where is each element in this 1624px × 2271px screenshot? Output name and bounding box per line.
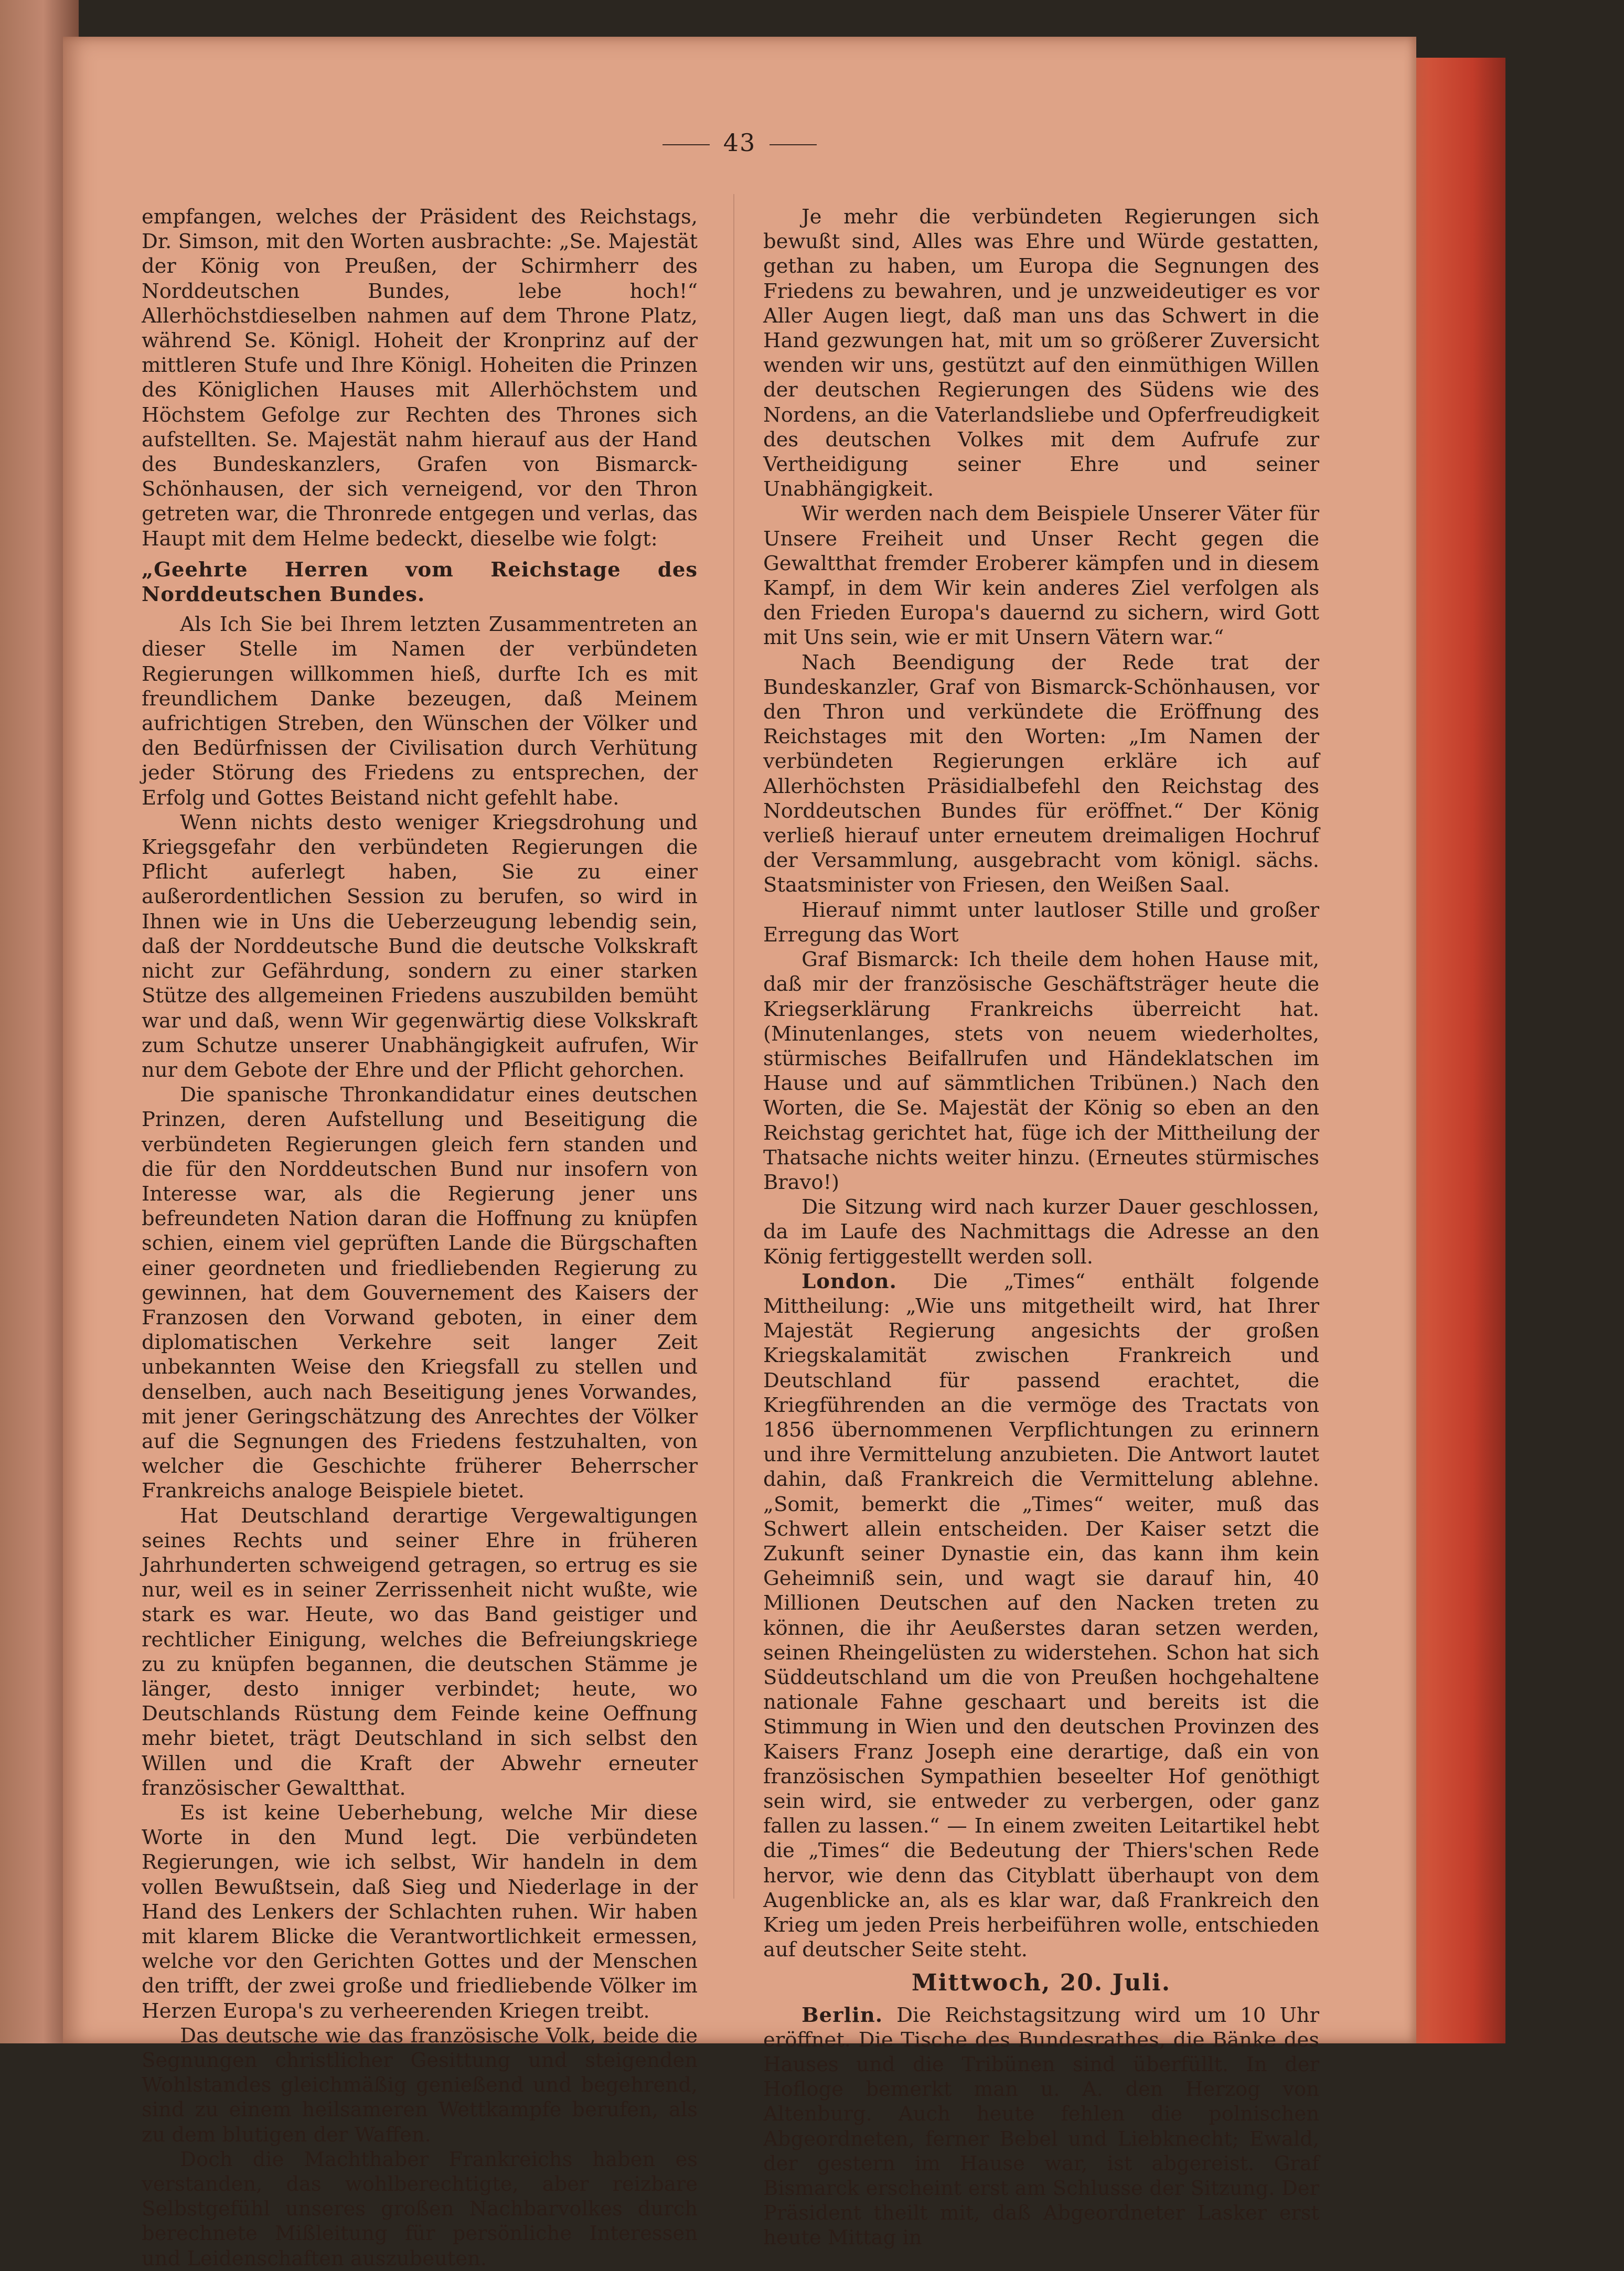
paragraph: Als Ich Sie bei Ihrem letzten Zusammentreten an dieser Stelle im Namen der verbündeten Regierungen willkommen hieß, durfte Ich es mit freundlichem Danke bezeugen, daß Meinem aufrichtigen Streben, den Wünschen der Völker und den Bedürfnissen der Civilisation durch Verhütung jeder Störung des Friedens zu entsprechen, der Erfolg und Gottes Beistand nicht gefehlt habe. xyxy=(142,613,698,810)
header-rule-right xyxy=(770,144,817,145)
paragraph: Es ist keine Ueberhebung, welche Mir diese Worte in den Mund legt. Die verbündeten Regierungen, wie ich selbst, Wir handeln in dem vollen Bewußtsein, daß Sieg und Niederlage in der Hand des Lenkers der Schlachten ruhen. Wir haben mit klarem Blicke die Verantwortlichkeit ermessen, welche vor den Gerichten Gottes und der Menschen den trifft, der zwei große und friedliebende Völker im Herzen Europa's zu verheerenden Kriegen treibt. xyxy=(142,1801,698,2023)
paragraph: Die spanische Thronkandidatur eines deutschen Prinzen, deren Aufstellung und Beseitigung die verbündeten Regierungen gleich fern standen und die für den Norddeutschen Bund nur insofern von Interesse war, als die Regierung jener uns befreundeten Nation daran die Hoffnung zu knüpfen schien, einem viel geprüften Lande die Bürgschaften einer geordneten und friedliebenden Regierung zu gewinnen, hat dem Gouvernement des Kaisers der Franzosen den Vorwand geboten, in einer dem diplomatischen Verkehre seit langer Zeit unbekannten Weise den Kriegsfall zu stellen und denselben, auch nach Beseitigung jenes Vorwandes, mit jener Geringschätzung des Anrechtes der Völker auf die Segnungen des Friedens festzuhalten, von welcher die Geschichte früherer Beherrscher Frankreichs analoge Beispiele bietet. xyxy=(142,1083,698,1503)
paragraph: Graf Bismarck: Ich theile dem hohen Hause mit, daß mir der französische Geschäftsträger heute die Kriegserklärung Frankreichs überreicht hat. (Minutenlanges, stets von neuem wiederholtes, stürmisches Beifallrufen und Händeklatschen im Hause und auf sämmtlichen Tribünen.) Nach den Worten, die Se. Majestät der König so eben an den Reichstag gerichtet hat, füge ich der Mittheilung der Thatsache nichts weiter hinzu. (Erneutes stürmisches Bravo!) xyxy=(763,948,1319,1194)
page-number-header xyxy=(63,128,1416,157)
page-number: 43 xyxy=(723,128,756,157)
berlin-paragraph xyxy=(763,2003,1319,2251)
london-text: Die „Times“ enthält folgende Mittheilung: „Wie uns mitgetheilt wird, hat Ihrer Majestät Regierung angesichts der großen Kriegskalamität zwischen Frankreich und Deutschland für passend erachtet, die Kriegführenden an die vermöge des Tractats von 1856 übernommenen Verpflichtungen zu erinnern und ihre Vermittelung anzubieten. Die Antwort lautet dahin, daß Frankreich die Vermittelung ablehne. „Somit, bemerkt die „Times“ weiter, muß das Schwert allein entscheiden. Der Kaiser setzt die Zukunft seiner Dynastie ein, das kann ihm kein Geheimniß sein, und wagt sie darauf hin, 40 Millionen Deutschen auf den Nacken treten zu können, die ihr Aeußerstes daran setzen werden, seinen Rheingelüsten zu widerstehen. Schon hat sich Süddeutschland um die von Preußen hochgehaltene nationale Fahne geschaart und bereits ist die Stimmung in Wien und den deutschen Provinzen des Kaisers Franz Joseph eine derartige, daß ein von französischen Sympathien beseelter Hof genöthigt sein wird, sie entweder zu verbergen, oder ganz fallen zu lassen.“ — In einem zweiten Leitartikel hebt die „Times“ die Bedeutung der Thiers'schen Rede hervor, wie denn das Cityblatt überhaupt von dem Augenblicke an, als es klar war, daß Frankreich den Krieg um jeden Preis herbeiführen wolle, entschieden auf deutscher Seite steht. xyxy=(763,1269,1319,1962)
right-column xyxy=(763,205,1319,2250)
paragraph: Hierauf nimmt unter lautloser Stille und großer Erregung das Wort xyxy=(763,898,1319,947)
column-divider xyxy=(733,194,734,1899)
paragraph: Wir werden nach dem Beispiele Unserer Väter für Unsere Freiheit und Unser Recht gegen die Gewaltthat fremder Eroberer kämpfen und in diesem Kampf, in dem Wir kein anderes Ziel verfolgen als den Frieden Europa's dauernd zu sichern, wird Gott mit Uns sein, wie er mit Unsern Vätern war.“ xyxy=(763,502,1319,650)
london-paragraph xyxy=(763,1269,1319,1963)
paragraph: Doch die Machthaber Frankreichs haben es verstanden, das wohlberechtigte, aber reizbare Selbstgefühl unseres großen Nachbarvolkes durch berechnete Mißleitung für persönliche Interessen und Leidenschaften auszubeuten. xyxy=(142,2147,698,2270)
paragraph: Das deutsche wie das französische Volk, beide die Segnungen christlicher Gesittung und steigenden Wohlstandes gleichmäßig genießend und begehrend, sind zu einem heilsameren Wettkampfe berufen, als zu dem blutigen der Waffen. xyxy=(142,2023,698,2147)
paragraph: Je mehr die verbündeten Regierungen sich bewußt sind, Alles was Ehre und Würde gestatten, gethan zu haben, um Europa die Segnungen des Friedens zu bewahren, und je unzweideutiger es vor Aller Augen liegt, daß man uns das Schwert in die Hand gezwungen hat, mit um so größerer Zuversicht wenden wir uns, gestützt auf den einmüthigen Willen der deutschen Regierungen des Südens wie des Nordens, an die Vaterlandsliebe und Opferfreudigkeit des deutschen Volkes mit dem Aufrufe zur Vertheidigung seiner Ehre und seiner Unabhängigkeit. xyxy=(763,205,1319,501)
berlin-text: Die Reichstagsitzung wird um 10 Uhr eröffnet. Die Tische des Bundesrathes, die Bänke des Hauses und die Tribünen sind überfüllt. In der Hofloge bemerkt man u. A. den Herzog von Altenburg. Auch heute fehlen die polnischen Abgeordneten, ferner Bebel und Liebknecht; Ewald, der gestern im Hause war, ist abgereist. Graf Bismarck erscheint erst am Schlusse der Sitzung. Der Präsident theilt mit, daß Abgeordneter Lasker erst heute Mittag in xyxy=(763,2003,1319,2250)
paragraph: empfangen, welches der Präsident des Reichstags, Dr. Simson, mit den Worten ausbrachte: „Se. Majestät der König von Preußen, der Schirmherr des Norddeutschen Bundes, lebe hoch!“ Allerhöchstdieselben nahmen auf dem Throne Platz, während Se. Königl. Hoheit der Kronprinz auf der mittleren Stufe und Ihre Königl. Hoheiten die Prinzen des Königlichen Hauses mit Allerhöchstem und Höchstem Gefolge zur Rechten des Thrones sich aufstellten. Se. Majestät nahm hierauf aus der Hand des Bundeskanzlers, Grafen von Bismarck-Schönhausen, der sich verneigend, vor den Thron getreten war, die Thronrede entgegen und verlas, das Haupt mit dem Helme bedeckt, dieselbe wie folgt: xyxy=(142,205,698,551)
dateline-london: London. xyxy=(802,1269,897,1293)
dateline-berlin: Berlin. xyxy=(802,2003,883,2027)
book-page xyxy=(63,37,1416,2270)
speech-salutation: „Geehrte Herren vom Reichstage des Norddeutschen Bundes. xyxy=(142,558,698,607)
paragraph: Nach Beendigung der Rede trat der Bundeskanzler, Graf von Bismarck-Schönhausen, vor den Thron und verkündete die Eröffnung des Reichstages mit den Worten: „Im Namen der verbündeten Regierungen erkläre ich auf Allerhöchsten Präsidialbefehl den Reichstag des Norddeutschen Bundes für eröffnet.“ Der König verließ hierauf unter erneutem dreimaligen Hochruf der Versammlung, ausgebracht vom königl. sächs. Staatsminister von Friesen, den Weißen Saal. xyxy=(763,650,1319,897)
paragraph: Hat Deutschland derartige Vergewaltigungen seines Rechts und seiner Ehre in früheren Jahrhunderten schweigend getragen, so ertrug es sie nur, weil es in seiner Zerrissenheit nicht wußte, wie stark es war. Heute, wo das Band geistiger und rechtlicher Einigung, welches die Befreiungskriege zu zu knüpfen begannen, die deutschen Stämme je länger, desto inniger verbindet; heute, wo Deutschlands Rüstung dem Feinde keine Oeffnung mehr bietet, trägt Deutschland in sich selbst den Willen und die Kraft der Abwehr erneuter französischer Gewaltthat. xyxy=(142,1504,698,1800)
paragraph: Wenn nichts desto weniger Kriegsdrohung und Kriegsgefahr den verbündeten Regierungen die Pflicht auferlegt haben, Sie zu einer außerordentlichen Session zu berufen, so wird in Ihnen wie in Uns die Ueberzeugung lebendig sein, daß der Norddeutsche Bund die deutsche Volkskraft nicht zur Gefährdung, sondern zu einer starken Stütze des allgemeinen Friedens auszubilden bemüht war und daß, wenn Wir gegenwärtig diese Volkskraft zum Schutze unserer Unabhängigkeit aufrufen, Wir nur dem Gebote der Ehre und der Pflicht gehorchen. xyxy=(142,810,698,1082)
date-heading: Mittwoch, 20. Juli. xyxy=(911,1969,1171,1997)
paragraph: Die Sitzung wird nach kurzer Dauer geschlossen, da im Laufe des Nachmittags die Adresse an den König fertiggestellt werden soll. xyxy=(763,1195,1319,1269)
header-rule-left xyxy=(663,144,710,145)
left-column xyxy=(142,205,698,2270)
